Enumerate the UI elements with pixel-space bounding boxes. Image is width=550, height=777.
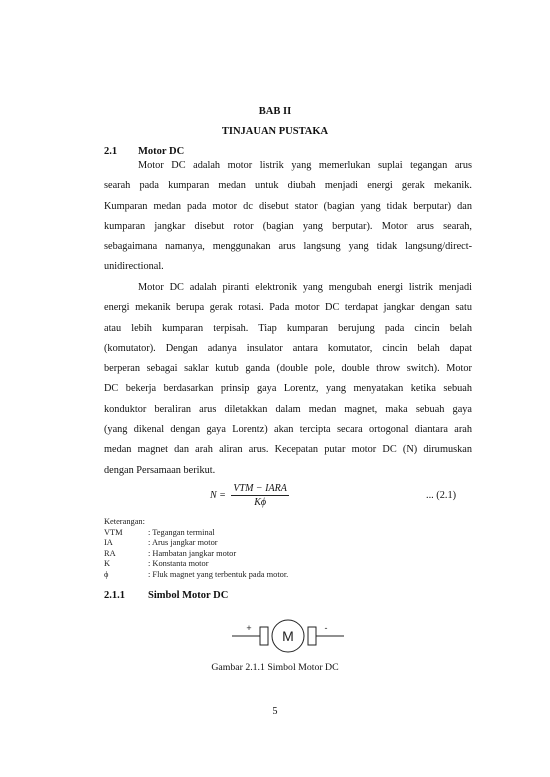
motor-dc-symbol xyxy=(232,619,344,653)
subsection-title: Simbol Motor DC xyxy=(148,590,229,601)
text-line: sebagaimana namanya, menggunakan arus langsung yang tidak langsung/direct- xyxy=(104,241,472,253)
legend-desc: : Konstanta motor xyxy=(148,559,209,569)
legend-desc: : Tegangan terminal xyxy=(148,527,215,537)
legend-item xyxy=(104,538,288,549)
paragraph-1 xyxy=(104,156,472,278)
chapter-number: BAB II xyxy=(258,106,292,117)
motor-letter: M xyxy=(282,628,294,644)
text-line: (komutator). Dengan adanya insulator antara komutator, cincin belah dapat xyxy=(104,342,472,354)
legend-item xyxy=(104,528,288,539)
equation-number: ... (2.1) xyxy=(426,490,457,501)
figure-caption: Gambar 2.1.1 Simbol Motor DC xyxy=(211,662,339,673)
text-line: Motor DC adalah motor listrik yang memerlukan suplai tegangan arus xyxy=(138,160,472,171)
motor-brush-left xyxy=(260,627,268,645)
text-line: atau lebih kumparan terpisah. Tiap kumparan berujung pada cincin belah xyxy=(104,322,472,334)
legend-title: Keterangan: xyxy=(104,517,145,526)
motor-brush-right xyxy=(308,627,316,645)
page-number: 5 xyxy=(272,706,278,717)
text-line: dengan Persamaan berikut. xyxy=(104,464,216,476)
section-number: 2.1 xyxy=(104,146,118,157)
text-line: energi mekanik berupa gerak rotasi. Pada motor DC terdapat jangkar dengan satu xyxy=(104,302,472,314)
legend-desc: : Hambatan jangkar motor xyxy=(148,548,237,558)
text-line: DC bekerja berdasarkan prinsip gaya Lorentz, yang menyatakan ketika sebuah xyxy=(104,383,472,395)
text-line: kumparan jangkar disebut rotor (bagian yang berputar). Motor arus searah, xyxy=(104,220,472,232)
motor-minus-terminal: - xyxy=(324,623,328,633)
text-line: medan magnet dan arah aliran arus. Kecepatan putar motor DC (N) dirumuskan xyxy=(104,444,472,456)
equation-fraction xyxy=(231,483,288,508)
equation-2-1 xyxy=(210,483,289,508)
section-title: Motor DC xyxy=(138,146,185,157)
equation-denominator: Kϕ xyxy=(254,497,267,508)
legend-symbol: IA xyxy=(104,538,113,548)
text-line: Kumparan medan pada motor dc disebut stator (bagian yang tidak berputar) dan xyxy=(104,200,472,212)
equation-numerator: VTM − IARA xyxy=(233,483,287,494)
legend-symbol: RA xyxy=(104,548,116,558)
motor-plus-terminal: + xyxy=(246,623,252,633)
legend-desc: : Arus jangkar motor xyxy=(148,538,218,548)
text-line: (yang dikenal dengan gaya Lorentz) akan tercipta secara ortogonal diantara arah xyxy=(104,424,472,436)
text-line: berperan sebagai saklar kutub ganda (double pole, double throw switch). Motor xyxy=(104,363,472,375)
legend-symbol: ϕ xyxy=(104,569,109,579)
text-line: unidirectional. xyxy=(104,261,164,273)
text-line: Motor DC adalah piranti elektronik yang mengubah energi listrik menjadi xyxy=(138,282,472,293)
chapter-title: TINJAUAN PUSTAKA xyxy=(221,126,329,137)
equation-lhs: N = xyxy=(210,489,226,501)
text-line: searah pada kumparan medan untuk diubah menjadi energi gerak mekanik. xyxy=(104,180,472,192)
legend-item xyxy=(104,559,288,570)
legend-symbol: VTM xyxy=(104,527,123,537)
equation-legend xyxy=(104,517,288,581)
subsection-number: 2.1.1 xyxy=(104,590,125,601)
legend-item xyxy=(104,570,288,581)
text-line: konduktor beraliran arus diletakkan dalam medan magnet, maka sebuah gaya xyxy=(104,403,472,415)
legend-desc: : Fluk magnet yang terbentuk pada motor. xyxy=(148,569,289,579)
legend-item xyxy=(104,549,288,560)
legend-symbol: K xyxy=(104,559,111,569)
subsection-heading xyxy=(104,590,228,601)
paragraph-2 xyxy=(104,278,472,481)
